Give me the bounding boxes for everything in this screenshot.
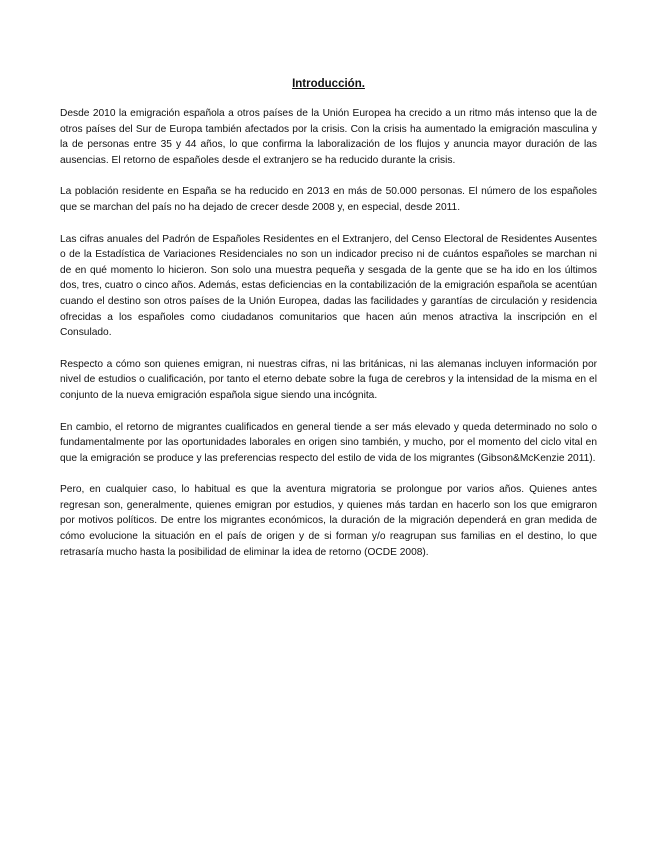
page-title: Introducción. xyxy=(292,78,365,90)
paragraph-6: Pero, en cualquier caso, lo habitual es que la aventura migratoria se prolongue por varios años. Quienes antes regresan son, generalmente, quienes emigran por estudios, y quienes más tardan en hacerlo son los que emigraron por motivos políticos. De entre los migrantes económicos, la duración de la migración dependerá en gran medida de cómo evolucione la situación en el país de origen y de si forman y/o reagrupan sus familias en el destino, lo que retrasaría mucho hasta la posibilidad de eliminar la idea de retorno (OCDE 2008). xyxy=(60,484,597,558)
paragraph-1: Desde 2010 la emigración española a otros países de la Unión Europea ha crecido a un ritmo más intenso que la de otros países del Sur de Europa también afectados por la crisis. Con la crisis ha aumentado la emigración masculina y la de personas entre 35 y 44 años, lo que confirma la laboralización de los flujos y anuncia mayor duración de las ausencias. El retorno de españoles desde el extranjero se ha reducido durante la crisis. xyxy=(60,108,597,166)
paragraph-2: La población residente en España se ha reducido en 2013 en más de 50.000 personas. El número de los españoles que se marchan del país no ha dejado de crecer desde 2008 y, en especial, desde 2011. xyxy=(60,186,597,213)
paragraph-5: En cambio, el retorno de migrantes cualificados en general tiende a ser más elevado y queda determinado no solo o fundamentalmente por las oportunidades laborales en origen sino también, y mucho, por el momento del ciclo vital en que la emigración se produce y las preferencias respecto del estilo de vida de los migrantes (Gibson&McKenzie 2011). xyxy=(60,421,597,464)
paragraph-3: Las cifras anuales del Padrón de Españoles Residentes en el Extranjero, del Censo Electoral de Residentes Ausentes o de la Estadística de Variaciones Residenciales no son un indicador preciso ni de cuántos españoles se marchan ni de en qué momento lo hicieron. Son solo una muestra pequeña y sesgada de la gente que se ha ido en los últimos dos, tres, cuatro o cinco años. Además, estas deficiencias en la contabilización de la emigración española se acentúan cuando el destino son otros países de la Unión Europea, dadas las facilidades y garantías de circulación y residencia ofrecidas a los españoles como ciudadanos comunitarios que hacen aún menos atractiva la inscripción en el Consulado. xyxy=(60,233,597,339)
document-body xyxy=(60,76,597,576)
paragraph-4: Respecto a cómo son quienes emigran, ni nuestras cifras, ni las británicas, ni las alemanas incluyen información por nivel de estudios o cualificación, por tanto el eterno debate sobre la fuga de cerebros y la intensidad de la misma en el conjunto de la nueva emigración española sigue siendo una incógnita. xyxy=(60,358,597,401)
